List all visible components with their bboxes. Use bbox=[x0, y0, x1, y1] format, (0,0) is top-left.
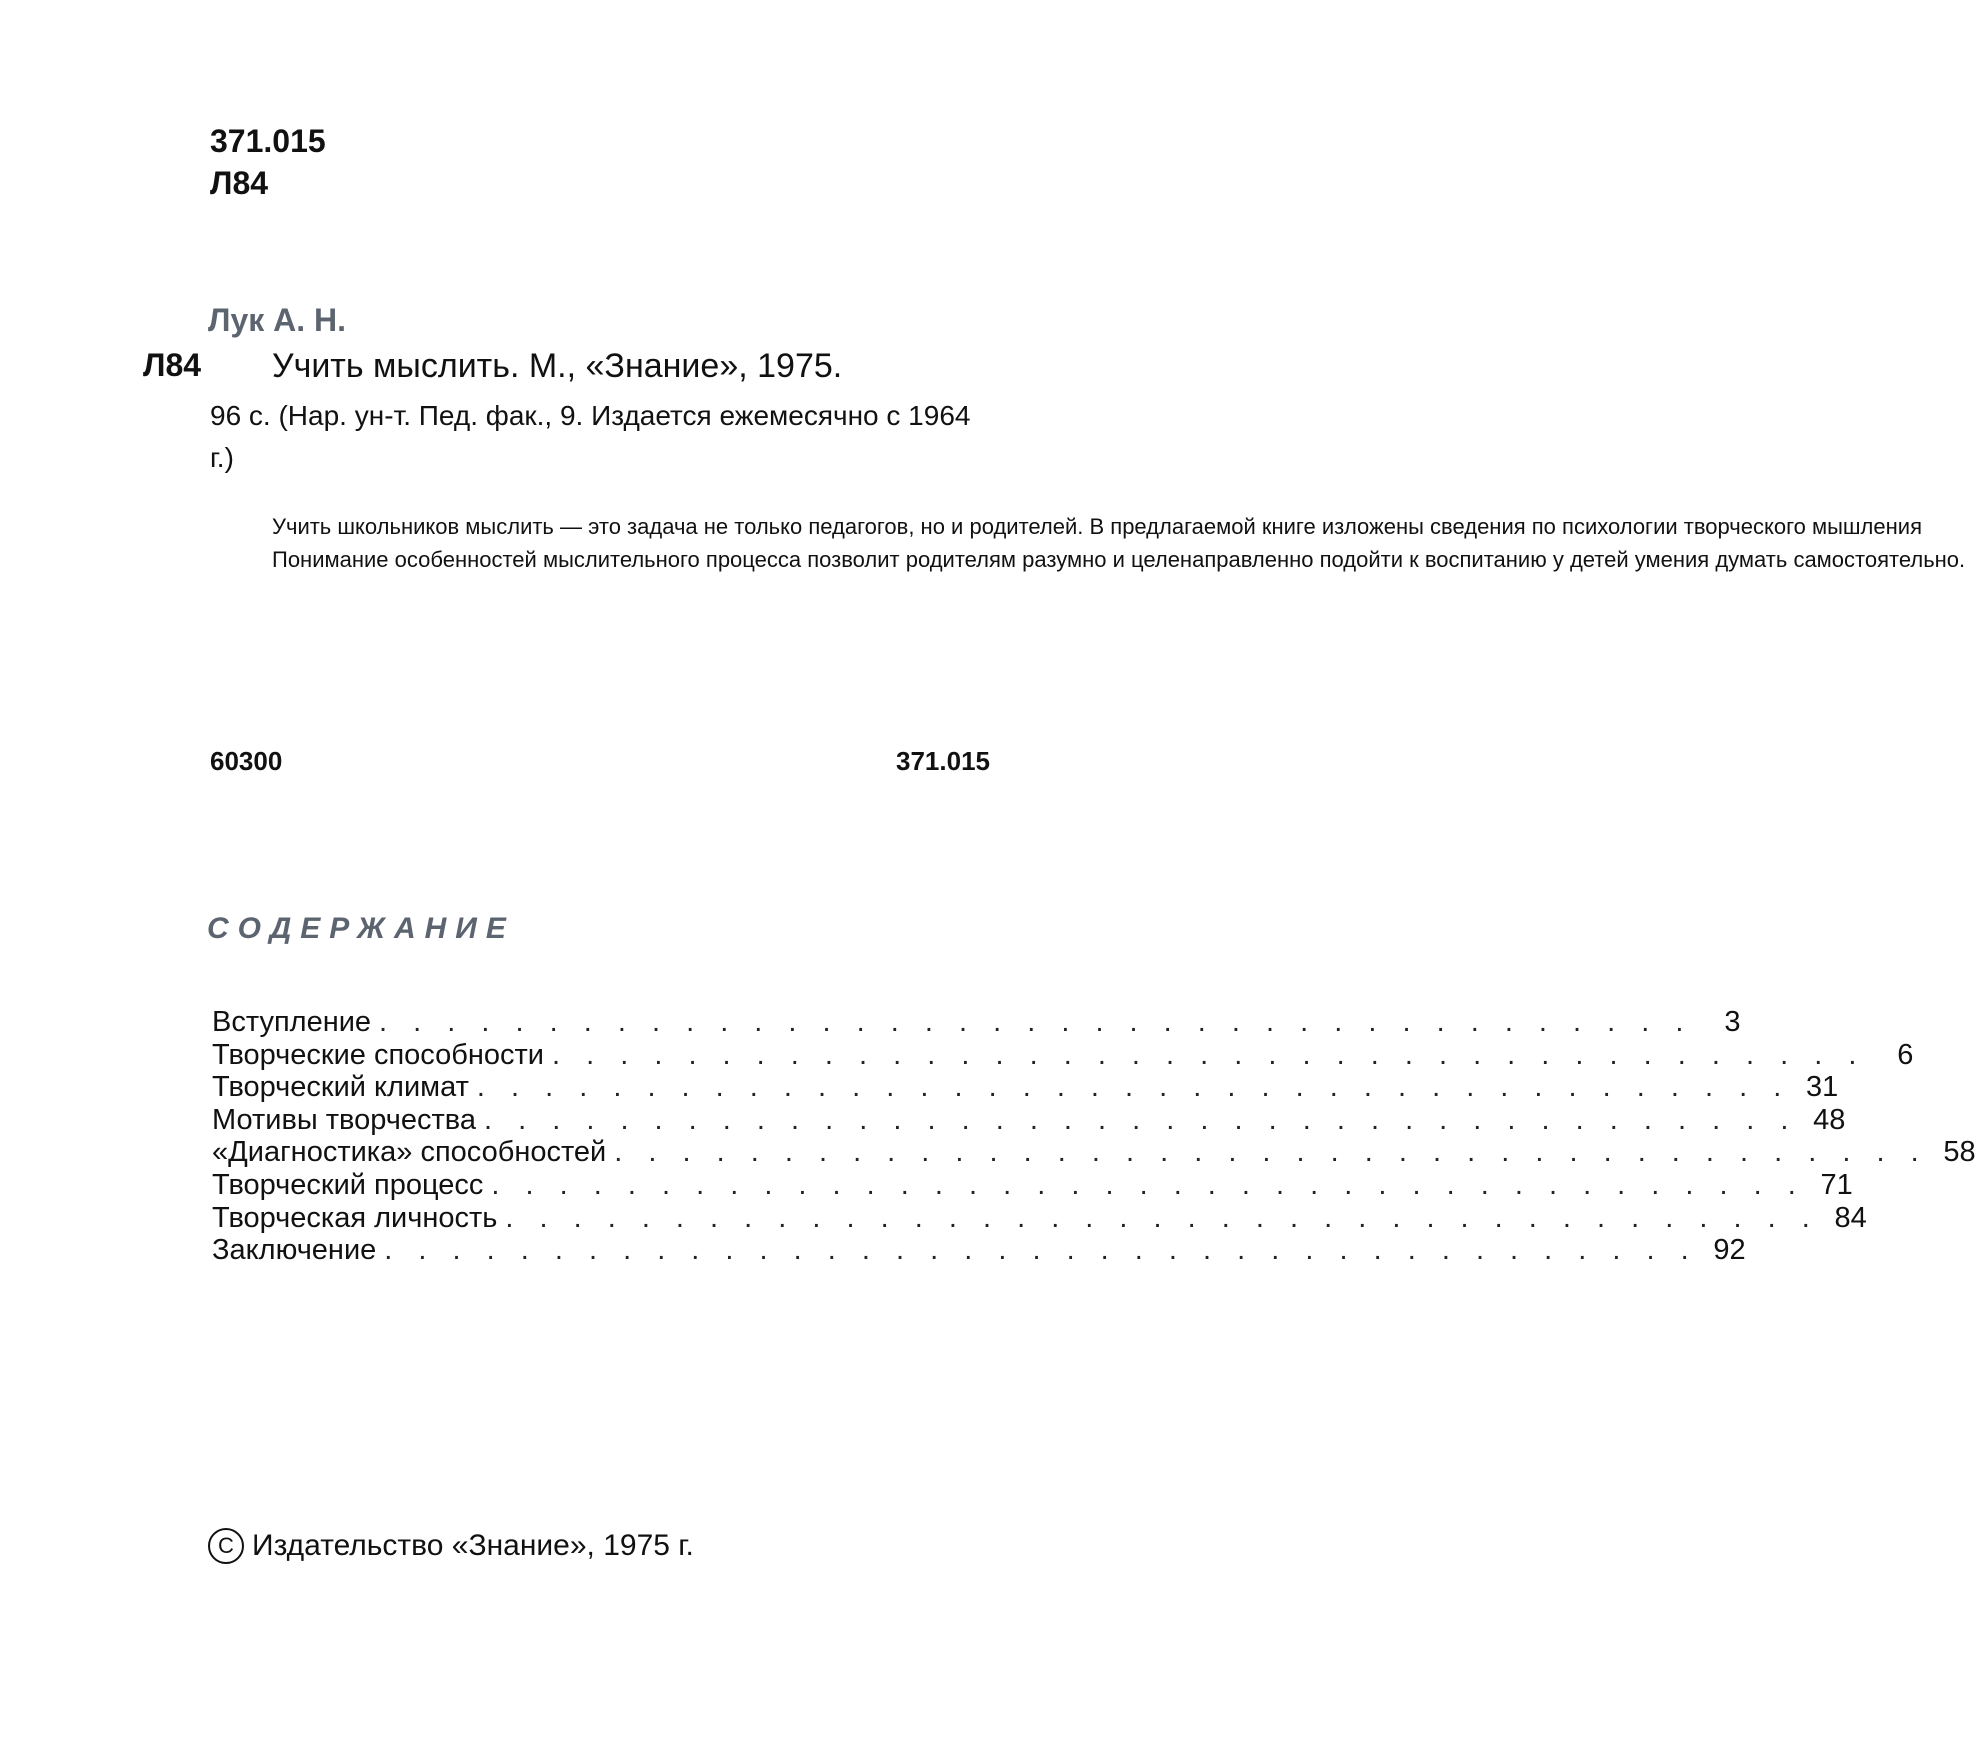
toc-item-title: Мотивы творчества bbox=[212, 1103, 476, 1136]
annotation bbox=[210, 510, 1966, 576]
toc-item-title: Творческие способности bbox=[212, 1038, 544, 1071]
udc-code-bottom: 371.015 bbox=[896, 746, 990, 776]
toc-item-title: «Диагностика» способностей bbox=[212, 1136, 607, 1169]
toc-item-page: 92 bbox=[1713, 1234, 1746, 1267]
table-of-contents bbox=[212, 1006, 1976, 1267]
toc-item-title: Творческая личность bbox=[212, 1201, 498, 1234]
toc-item-title: Творческий климат bbox=[212, 1071, 469, 1104]
toc-item bbox=[212, 1071, 1839, 1104]
toc-item bbox=[212, 1038, 1914, 1072]
author-code: Л84 bbox=[143, 347, 202, 383]
annotation-paragraph: Учить школьников мыслить — это задача не только педагогов, но и родителей. В предлагаемой книге изложены сведения по психологии творческого мышления bbox=[272, 514, 1922, 539]
toc-item-page: 71 bbox=[1820, 1168, 1853, 1201]
toc-item-title: Творческий процесс bbox=[212, 1168, 484, 1201]
bbk-code: 60300 bbox=[210, 746, 283, 776]
toc-item bbox=[212, 1234, 1746, 1267]
toc-item bbox=[212, 1006, 1741, 1039]
toc-item-page: 31 bbox=[1806, 1071, 1839, 1104]
toc-leader-dots bbox=[484, 1104, 1797, 1137]
toc-leader-dots bbox=[614, 1136, 1927, 1169]
author-mark: Л84 bbox=[210, 165, 269, 201]
copyright-text: Издательство «Знание», 1975 г. bbox=[252, 1529, 694, 1562]
toc-leader-dots bbox=[552, 1039, 1865, 1072]
toc-item-page: 58 bbox=[1943, 1136, 1976, 1169]
toc-item bbox=[212, 1103, 1846, 1137]
toc-item-page: 3 bbox=[1724, 1006, 1741, 1038]
udc-classification bbox=[210, 120, 326, 204]
toc-item-page: 84 bbox=[1834, 1201, 1867, 1234]
toc-leader-dots bbox=[505, 1202, 1818, 1235]
toc-item-page: 48 bbox=[1813, 1103, 1846, 1136]
toc-leader-dots bbox=[477, 1071, 1790, 1104]
toc-item-title: Заключение bbox=[212, 1234, 377, 1267]
toc-item bbox=[212, 1136, 1976, 1169]
author-name: Лук А. Н. bbox=[208, 302, 347, 338]
toc-item bbox=[212, 1201, 1867, 1235]
copyright-icon: C bbox=[208, 1528, 244, 1564]
book-title-line: Учить мыслить. М., «Знание», 1975. bbox=[272, 347, 843, 385]
toc-item bbox=[212, 1168, 1853, 1202]
toc-heading: СОДЕРЖАНИЕ bbox=[207, 912, 515, 945]
toc-item-page: 6 bbox=[1897, 1038, 1914, 1071]
udc-number: 371.015 bbox=[210, 123, 326, 159]
annotation-paragraph: Понимание особенностей мыслительного процесса позволит родителям разумно и целенаправленно подойти к воспитанию у детей умения думать самостоятельно. bbox=[272, 547, 1966, 572]
toc-item-title: Вступление bbox=[212, 1006, 372, 1038]
copyright-line bbox=[208, 1528, 694, 1564]
toc-leader-dots bbox=[379, 1006, 1692, 1039]
publication-info: 96 с. (Нар. ун-т. Пед. фак., 9. Издается ежемесячно с 1964 г.) bbox=[210, 400, 971, 473]
toc-leader-dots bbox=[491, 1169, 1804, 1202]
toc-leader-dots bbox=[384, 1234, 1697, 1267]
